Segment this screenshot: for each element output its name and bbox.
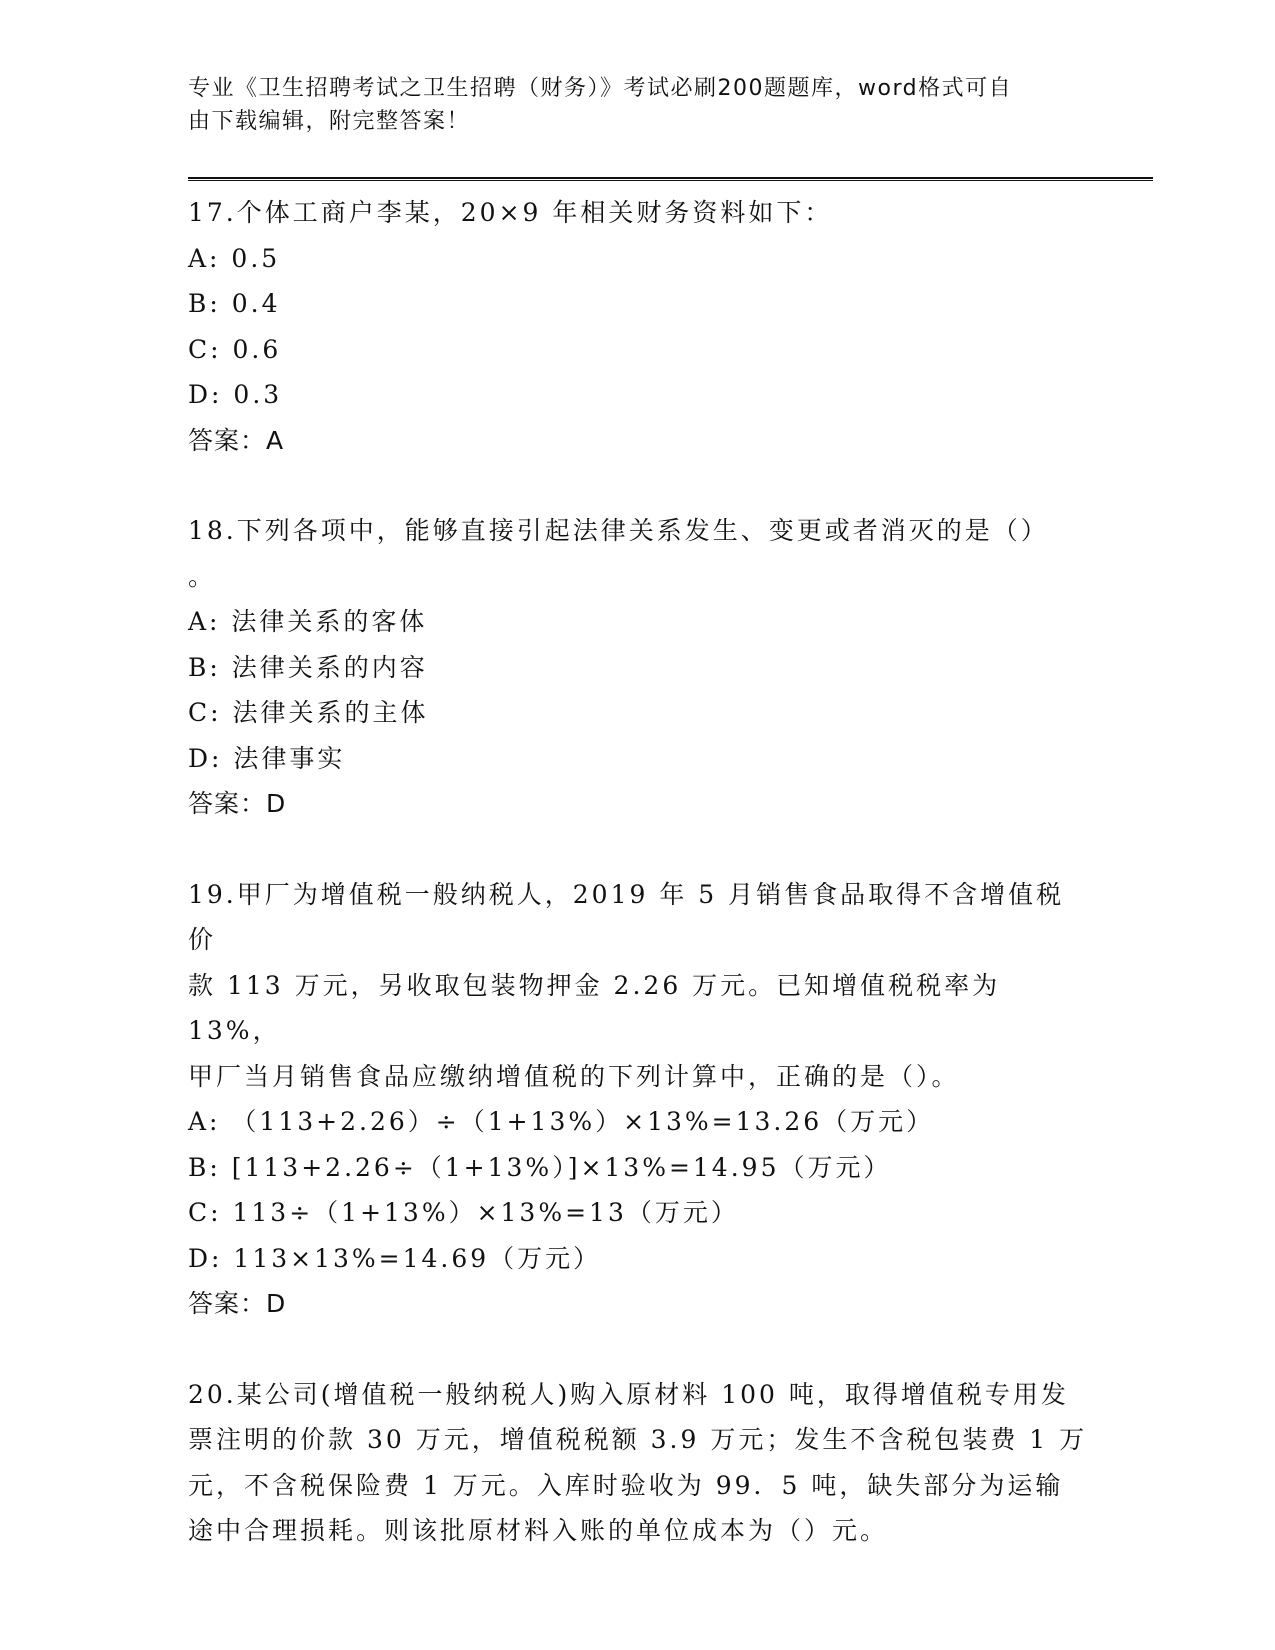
question-stem-line: 20.某公司(增值税一般纳税人)购入原材料 100 吨，取得增值税专用发 [188,1379,1069,1409]
question-20 [188,1372,1088,1554]
question-stem-line: 款 113 万元，另收取包装物押金 2.26 万元。已知增值税税率为 13%， [188,970,1001,1045]
option-a: A: （113+2.26）÷（1+13%）×13%=13.26（万元） [188,1107,935,1136]
option-a: A: 法律关系的客体 [188,607,428,636]
question-17 [188,190,1088,463]
question-stem-line: 途中合理损耗。则该批原材料入账的单位成本为（）元。 [188,1516,889,1545]
document-header [188,72,1068,138]
question-stem-line: 17.个体工商户李某，20×9 年相关财务资料如下： [188,198,833,227]
question-19 [188,872,1088,1327]
question-stem-line: 票注明的价款 30 万元，增值税税额 3.9 万元；发生不含税包装费 1 万 [188,1425,1088,1454]
option-d: D: 0.3 [188,380,283,409]
header-line-2: 由下载编辑，附完整答案！ [188,109,471,134]
question-list [188,190,1088,1599]
question-stem-line: 18.下列各项中，能够直接引起法律关系发生、变更或者消灭的是（） [188,516,1049,545]
option-d: D: 法律事实 [188,743,346,773]
option-c: C: 113÷（1+13%）×13%=13（万元） [188,1198,739,1227]
question-stem-line: 元，不含税保险费 1 万元。入库时验收为 99．5 吨，缺失部分为运输 [188,1470,1064,1500]
answer-line: 答案：D [188,789,287,818]
answer-line: 答案：A [188,425,285,455]
option-a: A: 0.5 [188,243,281,273]
option-c: C: 0.6 [188,334,282,364]
question-stem-line: 甲厂当月销售食品应缴纳增值税的下列计算中，正确的是（）。 [188,1061,960,1091]
option-b: B: 0.4 [188,289,281,318]
question-stem-line: 。 [188,561,217,591]
option-d: D: 113×13%=14.69（万元） [188,1243,602,1273]
option-b: B: [113+2.26÷（1+13%）]×13%=14.95（万元） [188,1152,892,1182]
question-18 [188,508,1088,827]
option-b: B: 法律关系的内容 [188,652,428,682]
header-line-1: 专业《卫生招聘考试之卫生招聘（财务）》考试必刷200题题库，word格式可自 [188,76,1013,101]
header-divider [188,177,1153,181]
question-stem-line: 19.甲厂为增值税一般纳税人，2019 年 5 月销售食品取得不含增值税价 [188,879,1065,954]
answer-line: 答案：D [188,1289,287,1318]
option-c: C: 法律关系的主体 [188,698,429,727]
